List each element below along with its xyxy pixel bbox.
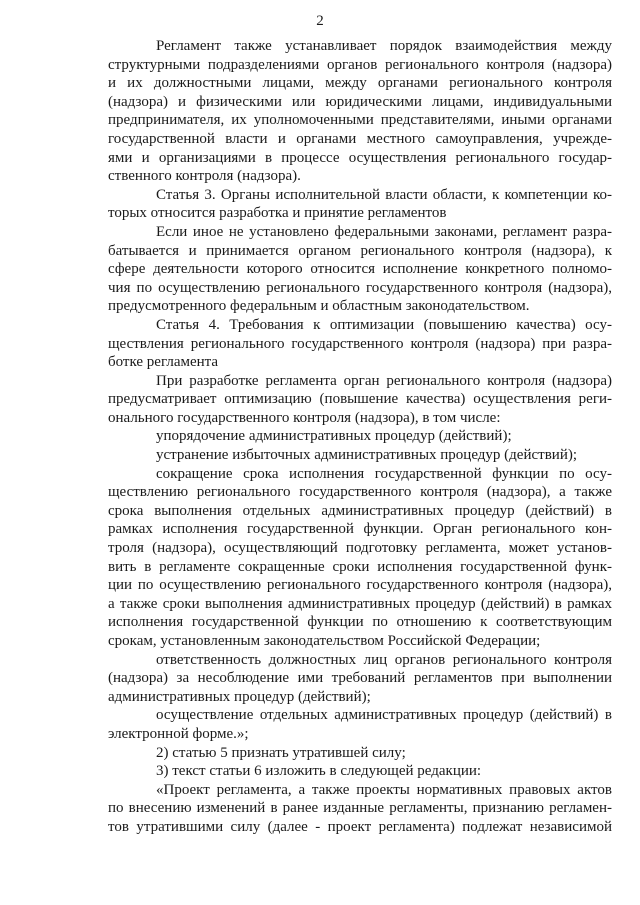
text-line: 2) статью 5 признать утратившей силу; <box>156 744 406 761</box>
text-line: ции по осуществлению регионального государственного контроля (надзора), <box>108 577 612 594</box>
text-line: по внесению изменений в ранее изданные регламенты, признанию регламен- <box>108 800 612 817</box>
document-body <box>108 37 612 837</box>
text-line: осуществление отдельных административных процедур (действий) в <box>156 707 612 724</box>
text-line: 3) текст статьи 6 изложить в следующей редакции: <box>156 763 482 780</box>
text-line: сокращение срока исполнения государственной функции по осу- <box>156 465 612 482</box>
text-line: «Проект регламента, а также проекты нормативных правовых актов <box>156 781 612 798</box>
text-line: упорядочение административных процедур (действий); <box>156 428 512 445</box>
text-line: а также сроки выполнения административных процедур (действий) в рамках <box>108 595 612 612</box>
text-line: предусматривает оптимизацию (повышение качества) осуществления реги- <box>108 391 612 408</box>
text-line: срока выполнения отдельных административных процедур (действий) в <box>108 502 612 519</box>
text-line: ответственность должностных лиц органов регионального контроля <box>156 651 612 668</box>
text-line: предусмотренного федеральным и областным законодательством. <box>108 298 530 315</box>
text-line: устранение избыточных административных процедур (действий); <box>156 447 578 464</box>
text-line: тов утратившими силу (далее - проект регламента) подлежат независимой <box>108 818 612 835</box>
text-line: структурными подразделениями органов регионального контроля (надзора) <box>108 56 612 73</box>
text-line: чия по осуществлению регионального государственного контроля (надзора), <box>108 279 612 296</box>
text-line: срокам, установленным законодательством Российской Федерации; <box>108 633 541 649</box>
text-line: ществлению регионального государственного контроля (надзора), а также <box>108 484 612 501</box>
text-line: торых относится разработка и принятие регламентов <box>108 205 447 222</box>
text-line: (надзора) за несоблюдение ими требований регламентов при выполнении <box>108 670 612 687</box>
text-line: административных процедур (действий); <box>108 688 371 705</box>
text-line: вить в регламенте сокращенные сроки исполнения государственной функ- <box>108 558 612 575</box>
text-line: Статья 4. Требования к оптимизации (повышению качества) осу- <box>156 316 612 333</box>
text-line: Регламент также устанавливает порядок взаимодействия между <box>156 38 612 54</box>
text-line: сфере деятельности которого относится исполнение конкретного полномо- <box>108 261 612 278</box>
text-line: ботке регламента <box>108 354 219 371</box>
text-line: Статья 3. Органы исполнительной власти области, к компетенции ко- <box>156 186 612 203</box>
text-line: ственного контроля (надзора). <box>108 168 301 185</box>
text-line: ями и организациями в процессе осуществления регионального государ- <box>108 149 612 166</box>
text-line: и их должностными лицами, между органами регионального контроля <box>108 75 612 92</box>
text-line: батывается и принимается органом регионального контроля (надзора), к <box>108 242 612 259</box>
text-line: онального государственного контроля (надзора), в том числе: <box>108 409 501 426</box>
text-line: троля (надзора), осуществляющий подготовку регламента, может установ- <box>108 540 612 557</box>
text-line: исполнения государственной функции по отношению к соответствующим <box>108 614 612 631</box>
text-line: Если иное не установлено федеральными законами, регламент разра- <box>156 223 612 240</box>
page-number: 2 <box>316 13 324 29</box>
text-line: рамках исполнения государственной функции. Орган регионального кон- <box>108 521 612 538</box>
text-line: ществления регионального государственного контроля (надзора) при разра- <box>108 335 612 352</box>
text-line: электронной форме.»; <box>108 725 249 742</box>
text-line: При разработке регламента орган регионального контроля (надзора) <box>156 372 612 389</box>
text-line: государственной власти и органами местного самоуправления, учрежде- <box>108 130 612 147</box>
text-line: предпринимателя, их уполномоченными представителями, иными органами <box>108 112 612 129</box>
text-line: (надзора) и физическими или юридическими лицами, индивидуальными <box>108 93 612 110</box>
